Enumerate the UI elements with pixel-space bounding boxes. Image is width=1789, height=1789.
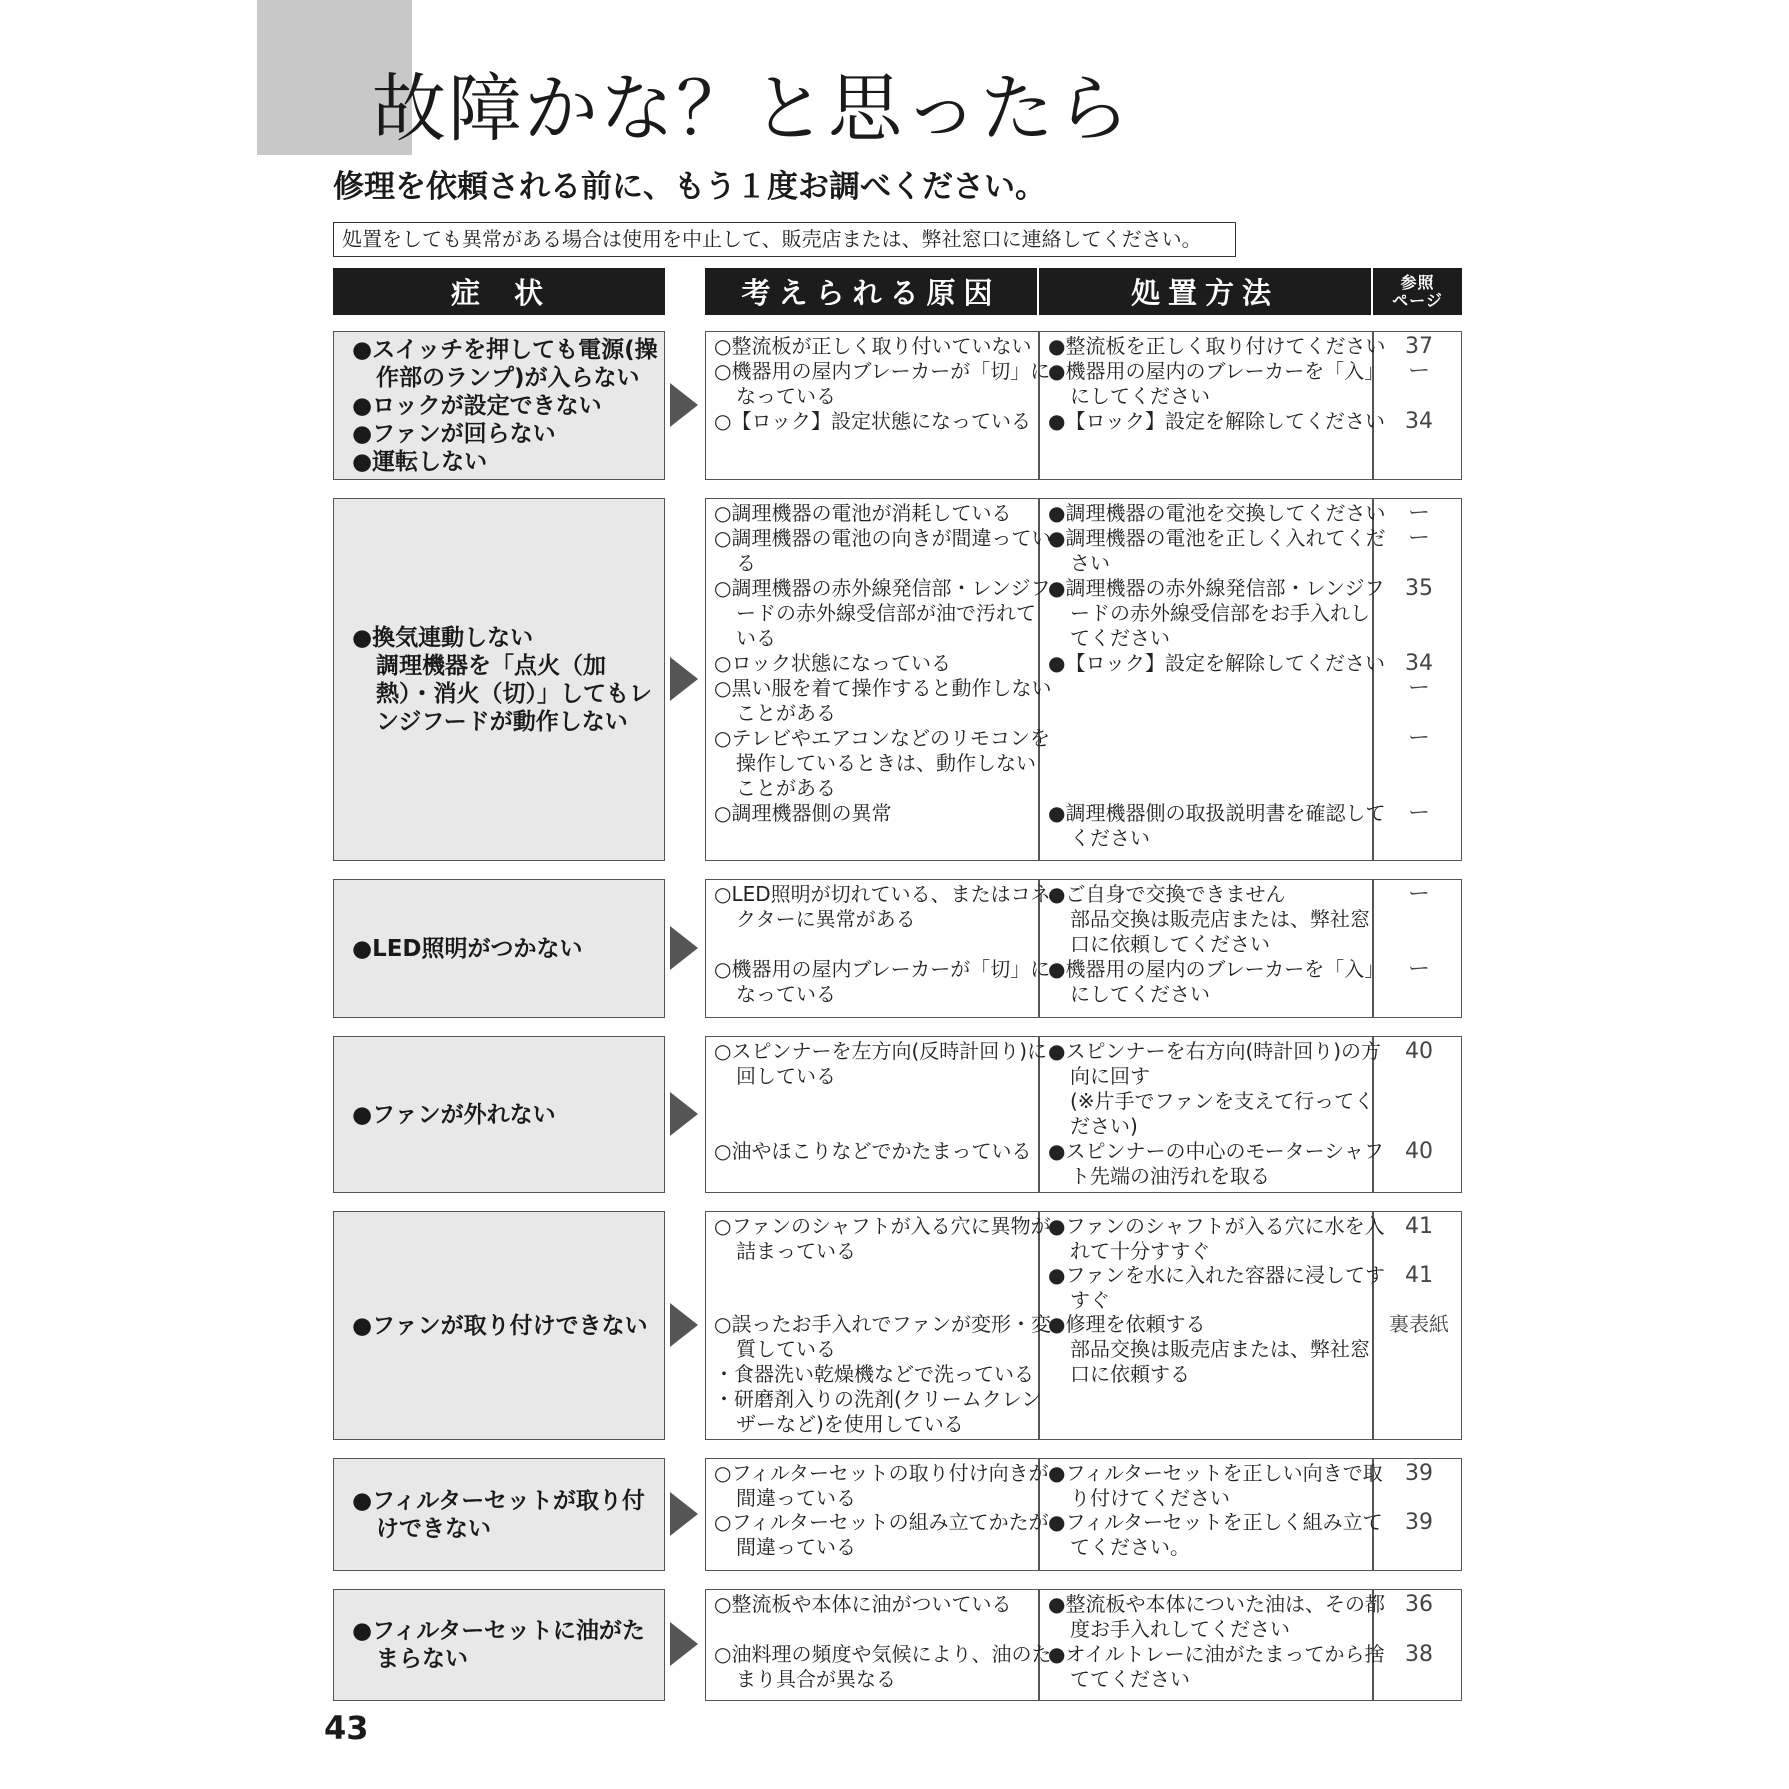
reference-page: 40 [1405,1039,1433,1064]
remedy-item: ●調理機器側の取扱説明書を確認してください [1048,801,1386,850]
remedy-item: ●スピンナーを右方向(時計回り)の方向に回す (※片手でファンを支えて行ってください) [1048,1039,1382,1138]
reference-page: ー [1407,957,1430,982]
reference-page: 41 [1405,1263,1433,1288]
symptom-cell [333,498,665,861]
cause-item: ・研磨剤入りの洗剤(クリームクレンザーなど)を使用している [714,1387,1042,1436]
remedy-item: ●オイルトレーに油がたまってから捨ててください [1048,1642,1385,1691]
page-title: 故障かな？と思ったら [372,66,1132,152]
cause-item: ○ファンのシャフトが入る穴に異物が詰まっている [714,1214,1051,1263]
reference-page: 34 [1405,651,1433,676]
trouble-row [333,331,1462,480]
reference-page: 34 [1405,409,1433,434]
remedy-item: ●【ロック】設定を解除してください [1048,651,1386,675]
reference-page: 36 [1405,1592,1433,1617]
reference-page: ー [1407,726,1430,751]
arrow-right-icon [670,1303,698,1347]
trouble-row [333,498,1462,861]
cause-item: ○誤ったお手入れでファンが変形・変質している [714,1312,1052,1361]
column-header-remedy: 処置方法 [1039,268,1371,315]
trouble-row [333,1458,1462,1571]
cause-item: ○調理機器側の異常 [714,801,892,825]
remedy-item: ●ファンを水に入れた容器に浸してすすぐ [1048,1263,1386,1312]
arrow-right-icon [670,657,698,701]
cause-item: ・食器洗い乾燥機などで洗っている [714,1362,1034,1386]
cause-item: ○整流板が正しく取り付いていない [714,334,1032,358]
remedy-item: ●ご自身で交換できません 部品交換は販売店または、弊社窓口に依頼してください [1048,882,1370,956]
cause-remedy-box [705,331,1462,480]
cause-remedy-box [705,1211,1462,1440]
column-header-symptom: 症状 [333,268,665,315]
remedy-item: ●整流板を正しく取り付けてください [1048,334,1386,358]
trouble-row [333,879,1462,1018]
symptom-text: ●ファンが取り付けできない [352,1312,648,1339]
cause-item: ○機器用の屋内ブレーカーが「切」になっている [714,957,1051,1006]
reference-page: 41 [1405,1214,1433,1239]
remedy-item: ●フィルターセットを正しく組み立ててください。 [1048,1510,1383,1559]
cause-item: ○調理機器の電池の向きが間違っている [714,526,1052,575]
arrow-right-icon [670,1622,698,1666]
cause-item: ○テレビやエアコンなどのリモコンを操作しているときは、動作しないことがある [714,726,1051,800]
reference-page: ー [1407,882,1430,907]
remedy-item: ●整流板や本体についた油は、その都度お手入れしてください [1048,1592,1386,1641]
symptom-cell [333,1589,665,1701]
symptom-text: ●LED照明がつかない [352,935,583,962]
cause-remedy-box [705,1036,1462,1193]
cause-item: ○調理機器の電池が消耗している [714,501,1012,525]
symptom-text: ●運転しない [352,448,488,475]
cause-item: ○機器用の屋内ブレーカーが「切」になっている [714,359,1051,408]
cause-item: ○【ロック】設定状態になっている [714,409,1032,433]
trouble-row [333,1589,1462,1701]
page-subtitle: 修理を依頼される前に、もう１度お調べください。 [333,169,1046,205]
symptom-text: ●スイッチを押しても電源(操作部のランプ)が入らない [352,336,658,391]
remedy-item: ●調理機器の赤外線発信部・レンジフードの赤外線受信部をお手入れしてください [1048,576,1385,650]
reference-page: ー [1407,501,1430,526]
symptom-cell [333,1211,665,1440]
remedy-item: ●修理を依頼する 部品交換は販売店または、弊社窓口に依頼する [1048,1312,1370,1386]
remedy-item: ●スピンナーの中心のモーターシャフト先端の油汚れを取る [1048,1139,1384,1188]
symptom-text: ●フィルターセットに油がたまらない [352,1618,645,1672]
trouble-row [333,1211,1462,1440]
symptom-text: ●ロックが設定できない [352,392,602,419]
column-header-page [1373,268,1462,315]
reference-page: ー [1407,801,1430,826]
remedy-item: ●調理機器の電池を交換してください [1048,501,1386,525]
reference-page: 35 [1405,576,1433,601]
reference-page: 39 [1405,1510,1433,1535]
remedy-item: ●フィルターセットを正しい向きで取り付けてください [1048,1461,1383,1510]
page-number: 43 [324,1709,369,1747]
reference-page: ー [1407,676,1430,701]
symptom-text: ●換気連動しない 調理機器を「点火（加熱）・消火（切）」してもレンジフードが動作しない [352,624,652,735]
remedy-item: ●調理機器の電池を正しく入れてください [1048,526,1386,575]
cause-item: ○黒い服を着て操作すると動作しないことがある [714,676,1052,725]
cause-item: ○フィルターセットの組み立てかたが間違っている [714,1510,1049,1559]
remedy-item: ●機器用の屋内のブレーカーを「入」にしてください [1048,957,1385,1006]
cause-remedy-box [705,1458,1462,1571]
cause-item: ○調理機器の赤外線発信部・レンジフードの赤外線受信部が油で汚れている [714,576,1051,650]
reference-page: 裏表紙 [1389,1312,1449,1336]
cause-item: ○LED照明が切れている、またはコネクターに異常がある [714,882,1051,931]
arrow-right-icon [670,926,698,970]
reference-page: ー [1407,526,1430,551]
symptom-text: ●フィルターセットが取り付けできない [352,1487,645,1542]
cause-remedy-box [705,879,1462,1018]
symptom-cell [333,879,665,1018]
arrow-right-icon [670,1092,698,1136]
cause-item: ○フィルターセットの取り付け向きが間違っている [714,1461,1049,1510]
column-header-page-line2: ページ [1392,290,1443,310]
symptom-text: ●ファンが回らない [352,420,556,447]
arrow-right-icon [670,383,698,427]
reference-page: 37 [1405,334,1433,359]
reference-page: 39 [1405,1461,1433,1486]
cause-remedy-box [705,498,1462,861]
notice-box: 処置をしても異常がある場合は使用を中止して、販売店または、弊社窓口に連絡してください。 [333,222,1236,257]
cause-item: ○スピンナーを左方向(反時計回り)に回している [714,1039,1048,1088]
cause-item: ○油やほこりなどでかたまっている [714,1139,1032,1163]
arrow-right-icon [670,1492,698,1536]
cause-item: ○油料理の頻度や気候により、油のたまり具合が異なる [714,1642,1052,1691]
cause-item: ○整流板や本体に油がついている [714,1592,1012,1616]
symptom-cell [333,331,665,480]
cause-remedy-box [705,1589,1462,1701]
reference-page: 38 [1405,1642,1433,1667]
trouble-row [333,1036,1462,1193]
remedy-item: ●機器用の屋内のブレーカーを「入」にしてください [1048,359,1385,408]
symptom-text: ●ファンが外れない [352,1101,556,1128]
reference-page: 40 [1405,1139,1433,1164]
remedy-item: ●【ロック】設定を解除してください [1048,409,1386,433]
remedy-item: ●ファンのシャフトが入る穴に水を入れて十分すすぐ [1048,1214,1385,1263]
symptom-cell [333,1036,665,1193]
column-header-page-line1: 参照 [1400,272,1435,292]
column-header-cause: 考えられる原因 [705,268,1037,315]
reference-page: ー [1407,359,1430,384]
cause-item: ○ロック状態になっている [714,651,952,675]
symptom-cell [333,1458,665,1571]
